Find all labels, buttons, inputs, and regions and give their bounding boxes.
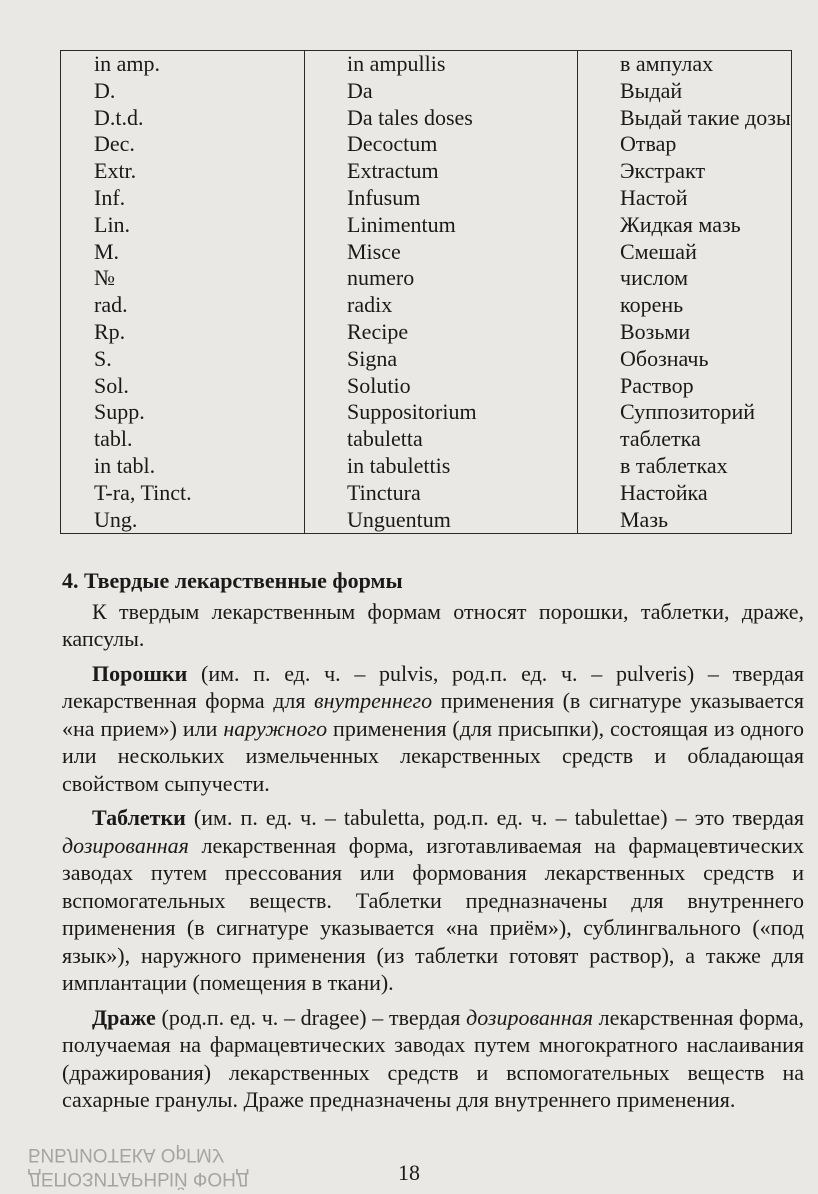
latin-cell: Misce <box>305 239 578 266</box>
abbreviation-cell: D.t.d. <box>61 105 305 132</box>
latin-cell: Infusum <box>305 185 578 212</box>
abbreviation-cell: D. <box>61 78 305 105</box>
latin-cell: Solutio <box>305 373 578 400</box>
translation-cell: Суппозиторий <box>578 399 792 426</box>
latin-cell: in tabulettis <box>305 453 578 480</box>
abbreviation-cell: Lin. <box>61 212 305 239</box>
tablets-paragraph: Таблетки (им. п. ед. ч. – tabuletta, род.п. ед. ч. – tabulettae) – это твердая дозированная лекарственная форма, изготавливаемая на фармацевтических заводах путем прессования или формования лекарственных средств и вспомогательных веществ. Таблетки предназначены для внутреннего применения (в сигнатуре указывается «на приём»), сублингвального («под язык»), наружного применения (из таблетки готовят раствор), а также для имплантации (помещения в ткани). <box>62 805 804 995</box>
abbreviation-cell: Ung. <box>61 507 305 534</box>
translation-cell: Экстракт <box>578 158 792 185</box>
latin-cell: Da <box>305 78 578 105</box>
latin-cell: Recipe <box>305 319 578 346</box>
section-heading: 4. Твердые лекарственные формы <box>62 568 403 593</box>
dragee-term: Драже <box>92 1004 156 1030</box>
translation-cell: Отвар <box>578 131 792 158</box>
table-row <box>61 507 792 534</box>
powders-paragraph: Порошки (им. п. ед. ч. – pulvis, род.п. ед. ч. – pulveris) – твердая лекарственная форма для внутреннего применения (в сигнатуре указывается «на прием») или наружного применения (для присыпки), состоящая из одного или нескольких измельченных лекарственных средств и обладающая свойством сыпучести. <box>62 660 804 796</box>
abbreviation-table-body <box>61 51 792 534</box>
table-row <box>61 78 792 105</box>
dragee-paragraph: Драже (род.п. ед. ч. – dragee) – твердая дозированная лекарственная форма, получаемая на фармацевтических заводах путем многократного наслаивания (дражирования) лекарственных средств и вспомогательных веществ на сахарные гранулы. Драже предназначены для внутреннего применения. <box>62 1004 804 1112</box>
table-row <box>61 51 792 78</box>
abbreviation-cell: Extr. <box>61 158 305 185</box>
abbreviation-cell: Inf. <box>61 185 305 212</box>
abbreviation-table <box>60 50 792 534</box>
abbreviation-cell: № <box>61 265 305 292</box>
table-row <box>61 158 792 185</box>
table-row <box>61 346 792 373</box>
translation-cell: Жидкая мазь <box>578 212 792 239</box>
latin-cell: numero <box>305 265 578 292</box>
translation-cell: Обозначь <box>578 346 792 373</box>
intro-paragraph: К твердым лекарственным формам относят порошки, таблетки, драже, капсулы. <box>62 598 804 651</box>
translation-cell: Выдай <box>578 78 792 105</box>
abbreviation-cell: Sol. <box>61 373 305 400</box>
powders-term: Порошки <box>92 660 188 686</box>
abbreviation-cell: rad. <box>61 292 305 319</box>
latin-cell: Suppositorium <box>305 399 578 426</box>
translation-cell: Мазь <box>578 507 792 534</box>
latin-cell: in ampullis <box>305 51 578 78</box>
table-row <box>61 185 792 212</box>
abbreviation-cell: in tabl. <box>61 453 305 480</box>
abbreviation-cell: Rp. <box>61 319 305 346</box>
table-row <box>61 292 792 319</box>
tablets-term: Таблетки <box>92 805 186 830</box>
abbreviation-cell: T-ra, Tinct. <box>61 480 305 507</box>
translation-cell: корень <box>578 292 792 319</box>
translation-cell: в таблетках <box>578 453 792 480</box>
latin-cell: tabuletta <box>305 426 578 453</box>
table-row <box>61 265 792 292</box>
abbreviation-cell: in amp. <box>61 51 305 78</box>
latin-cell: Signa <box>305 346 578 373</box>
table-row <box>61 373 792 400</box>
abbreviation-cell: tabl. <box>61 426 305 453</box>
table-row <box>61 399 792 426</box>
abbreviation-cell: M. <box>61 239 305 266</box>
translation-cell: таблетка <box>578 426 792 453</box>
translation-cell: Смешай <box>578 239 792 266</box>
latin-cell: Decoctum <box>305 131 578 158</box>
table-row <box>61 480 792 507</box>
translation-cell: Раствор <box>578 373 792 400</box>
table-row <box>61 453 792 480</box>
page-number: 18 <box>398 1160 420 1185</box>
abbreviation-cell: S. <box>61 346 305 373</box>
section-text <box>62 567 804 1121</box>
translation-cell: Настойка <box>578 480 792 507</box>
translation-cell: Настой <box>578 185 792 212</box>
abbreviation-cell: Supp. <box>61 399 305 426</box>
table-row <box>61 426 792 453</box>
abbreviation-cell: Dec. <box>61 131 305 158</box>
latin-cell: Tinctura <box>305 480 578 507</box>
latin-cell: Extractum <box>305 158 578 185</box>
table-row <box>61 105 792 132</box>
table-row <box>61 212 792 239</box>
latin-cell: radix <box>305 292 578 319</box>
table-row <box>61 239 792 266</box>
latin-cell: Da tales doses <box>305 105 578 132</box>
translation-cell: Возьми <box>578 319 792 346</box>
latin-cell: Linimentum <box>305 212 578 239</box>
translation-cell: Выдай такие дозы <box>578 105 792 132</box>
translation-cell: числом <box>578 265 792 292</box>
table-row <box>61 131 792 158</box>
library-stamp: ДЕПОЗИТАРНЫЙ ФОНД БИБЛИОТЕКА ОрГМУ <box>28 1144 249 1189</box>
latin-cell: Unguentum <box>305 507 578 534</box>
translation-cell: в ампулах <box>578 51 792 78</box>
table-row <box>61 319 792 346</box>
